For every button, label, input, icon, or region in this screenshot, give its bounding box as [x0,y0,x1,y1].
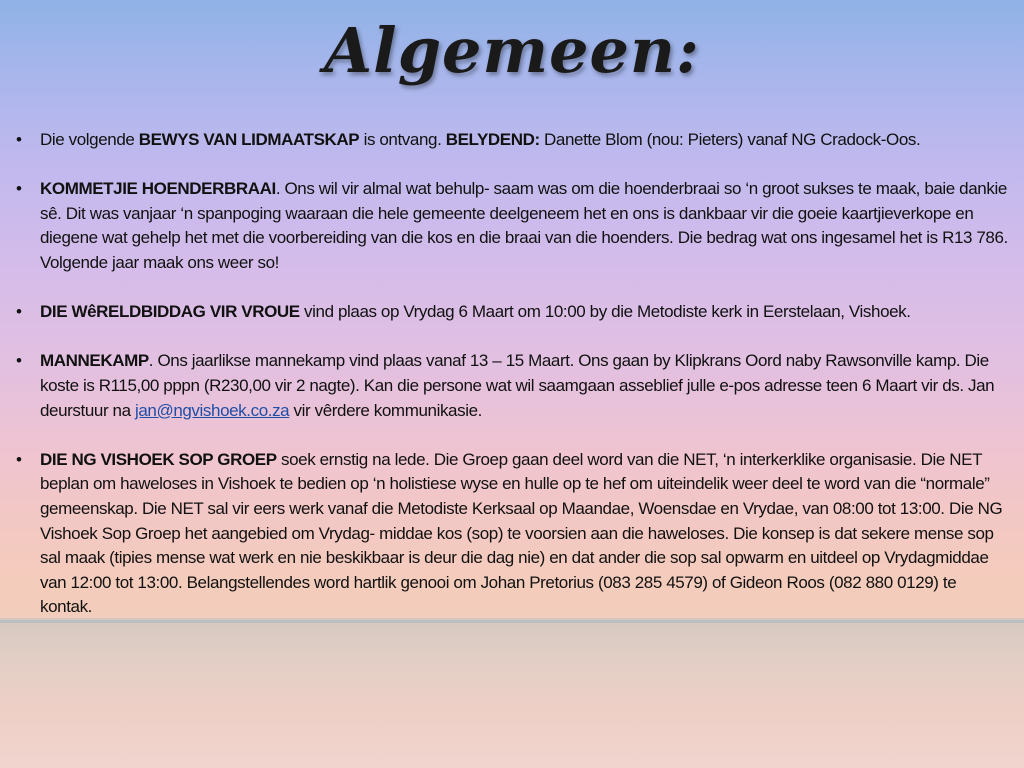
item-text: is ontvang. [359,130,446,149]
email-link[interactable]: jan@ngvishoek.co.za [134,400,290,420]
item-text: Danette Blom (nou: Pieters) vanaf NG Cradock-Oos. [539,130,921,149]
list-item-wereldbiddag [14,300,1010,325]
item-text: Die volgende [40,130,139,149]
item-text: soek ernstig na lede. Die Groep gaan deel word van die NET, ‘n interkerklike organisasie. Die NET beplan om haweloses in Vishoek te bedien op ‘n holistiese wyse en hulle op te hef om uiteindelik weer deel te word van die “normale” gemeenskap. Die NET sal vir eers werk vanaf die Metodiste Kerksaal op Maandae, Woensdae en Vrydae, van 08:00 tot 13:00. Die NG Vishoek Sop Groep het aangebied om Vrydag- middae kos (sop) te voorsien aan die haweloses. Die konsep is dat sekere mense sop sal maak (tipies mense wat werk en nie beskikbaar is deur die dag nie) en dat ander die sop sal opwarm en uitdeel op Vrydagmiddae van 12:00 tot 13:00. Belangstellendes word hartlik genooi om Johan Pretorius (083 285 4579) of Gideon Roos (082 880 0129) te kontak. [40,449,1003,617]
item-heading: DIE WêRELDBIDDAG VIR VROUE [40,302,300,322]
item-heading: BEWYS VAN LIDMAATSKAP [138,130,360,149]
item-heading: DIE NG VISHOEK SOP GROEP [40,449,277,469]
item-text: vir vêrdere kommunikasie. [289,400,482,420]
bullet-icon: • [16,302,22,322]
list-item-hoenderbraai [14,177,1010,275]
item-text: . Ons jaarlikse mannekamp vind plaas vanaf 13 – 15 Maart. Ons gaan by Klipkrans Oord naby Rawsonville kamp. Die koste is R115,00 pppn (R230,00 vir 2 nagte). Kan die persone wat wil saamgaan asseblief julle e-pos adresse teen 6 Maart vir ds. Jan deurstuur na [40,351,995,420]
list-item-lidmaatskap [14,128,1010,153]
list-item-mannekamp [14,349,1010,423]
list-item-sop-groep [14,448,1010,620]
item-text: vind plaas op Vrydag 6 Maart om 10:00 by die Metodiste kerk in Eerstelaan, Vishoek. [299,302,911,322]
bullet-icon: • [16,130,22,149]
announcement-list [14,128,1010,644]
item-heading: MANNEKAMP [40,351,149,371]
item-heading: BELYDEND: [445,130,540,149]
item-text: . Ons wil vir almal wat behulp- saam was om die hoenderbraai so ‘n groot sukses te maak, baie dankie sê. Dit was vanjaar ‘n spanpoging waaraan die hele gemeente deelgeneem het en ons is dankbaar vir die goeie kaartjieverkope en diegene wat gehelp het met die voorbereiding van die kos en die braai van die hoenders. Die bedrag wat ons ingesamel het is R13 786. Volgende jaar maak ons weer so! [40,179,1008,272]
bullet-icon: • [16,449,22,469]
bullet-icon: • [16,179,22,199]
bullet-icon: • [16,351,22,371]
page-title: Algemeen: [324,14,700,87]
item-heading: KOMMETJIE HOENDERBRAAI [40,179,276,199]
